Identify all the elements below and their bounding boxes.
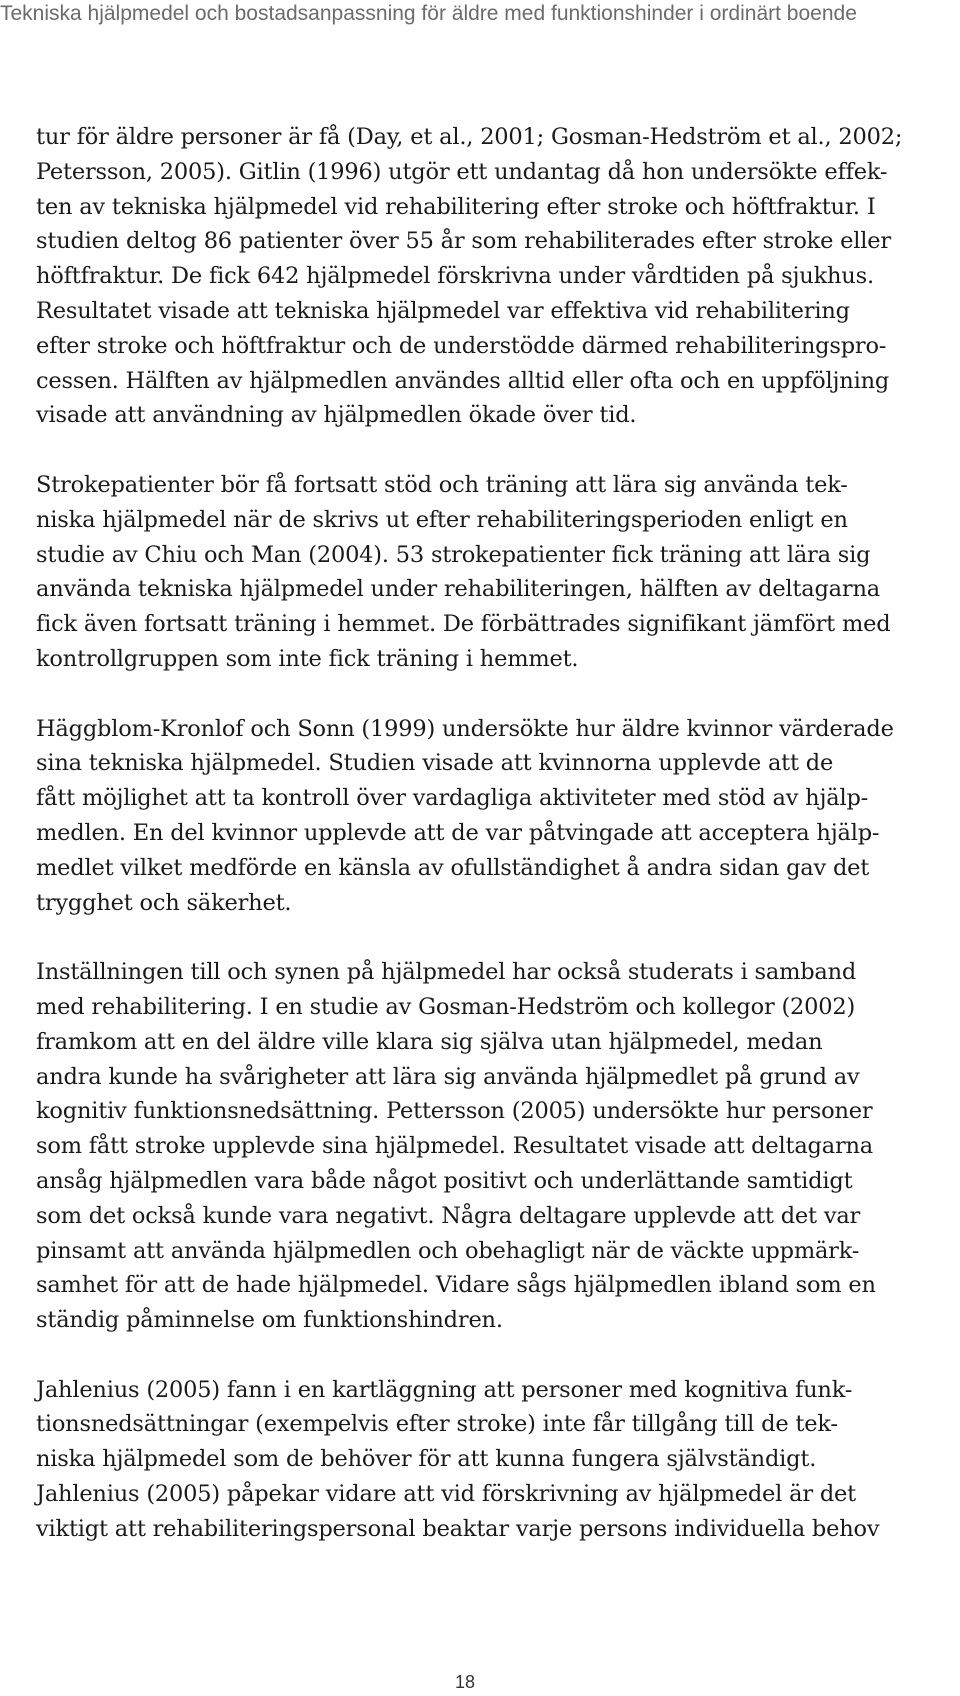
text-line: Petersson, 2005). Gitlin (1996) utgör ett undantag då hon undersökte effek- [36,158,888,185]
paragraph [36,1373,954,1547]
text-line: ansåg hjälpmedlen vara både något positivt och underlättande samtidigt [36,1167,853,1194]
text-line: använda tekniska hjälpmedel under rehabiliteringen, hälften av deltagarna [36,576,880,603]
page-number: 18 [454,1672,476,1692]
text-line: medlen. En del kvinnor upplevde att de var påtvingade att acceptera hjälp- [36,819,880,846]
running-header: Tekniska hjälpmedel och bostadsanpassning för äldre med funktionshinder i ordinärt boende [0,2,857,25]
text-line: tur för äldre personer är få (Day, et al., 2001; Gosman-Hedström et al., 2002; [36,124,903,150]
paragraph [36,712,954,921]
text-line: som det också kunde vara negativt. Några deltagare upplevde att det var [36,1202,861,1229]
text-line: tionsnedsättningar (exempelvis efter stroke) inte får tillgång till de tek- [36,1411,838,1438]
text-line: niska hjälpmedel när de skrivs ut efter rehabiliteringsperioden enligt en [36,506,848,533]
text-line: medlet vilket medförde en känsla av ofullständighet å andra sidan gav det [36,854,870,881]
text-line: cessen. Hälften av hjälpmedlen användes alltid eller ofta och en uppföljning [36,367,890,394]
text-line: som fått stroke upplevde sina hjälpmedel. Resultatet visade att deltagarna [36,1133,874,1160]
text-line: sina tekniska hjälpmedel. Studien visade att kvinnorna upplevde att de [36,750,834,777]
text-line: ten av tekniska hjälpmedel vid rehabilitering efter stroke och höftfraktur. I [36,193,876,220]
text-line: andra kunde ha svårigheter att lära sig använda hjälpmedlet på grund av [36,1063,860,1090]
text-line: kontrollgruppen som inte fick träning i hemmet. [36,645,579,672]
body-text [36,120,954,1581]
text-line: pinsamt att använda hjälpmedlen och obehagligt när de väckte uppmärk- [36,1237,860,1264]
text-line: Resultatet visade att tekniska hjälpmedel var effektiva vid rehabilitering [36,297,850,324]
paragraph [36,120,954,433]
text-line: Inställningen till och synen på hjälpmedel har också studerats i samband [36,959,857,986]
text-line: ständig påminnelse om funktionshindren. [36,1307,503,1334]
text-line: samhet för att de hade hjälpmedel. Vidare sågs hjälpmedlen ibland som en [36,1272,876,1299]
text-line: Jahlenius (2005) påpekar vidare att vid förskrivning av hjälpmedel är det [36,1481,856,1508]
text-line: Häggblom-Kronlof och Sonn (1999) undersökte hur äldre kvinnor värderade [36,715,894,742]
text-line: kognitiv funktionsnedsättning. Pettersson (2005) undersökte hur personer [36,1098,873,1125]
text-line: viktigt att rehabiliteringspersonal beaktar varje persons individuella behov [36,1515,880,1542]
text-line: niska hjälpmedel som de behöver för att kunna fungera självständigt. [36,1446,817,1473]
paragraph [36,468,954,677]
text-line: med rehabilitering. I en studie av Gosman-Hedström och kollegor (2002) [36,993,856,1020]
text-line: höftfraktur. De fick 642 hjälpmedel förskrivna under vårdtiden på sjukhus. [36,263,874,290]
text-line: studie av Chiu och Man (2004). 53 strokepatienter fick träning att lära sig [36,541,871,568]
text-line: Strokepatienter bör få fortsatt stöd och träning att lära sig använda tek- [36,471,848,498]
text-line: trygghet och säkerhet. [36,889,292,916]
text-line: Jahlenius (2005) fann i en kartläggning att personer med kognitiva funk- [36,1376,853,1403]
text-line: framkom att en del äldre ville klara sig själva utan hjälpmedel, medan [36,1028,823,1055]
paragraph [36,955,954,1338]
text-line: visade att användning av hjälpmedlen ökade över tid. [36,402,637,429]
text-line: fick även fortsatt träning i hemmet. De förbättrades signifikant jämfört med [36,611,891,638]
text-line: studien deltog 86 patienter över 55 år som rehabiliterades efter stroke eller [36,228,891,255]
text-line: efter stroke och höftfraktur och de understödde därmed rehabiliteringspro- [36,332,887,359]
text-line: fått möjlighet att ta kontroll över vardagliga aktiviteter med stöd av hjälp- [36,785,869,812]
